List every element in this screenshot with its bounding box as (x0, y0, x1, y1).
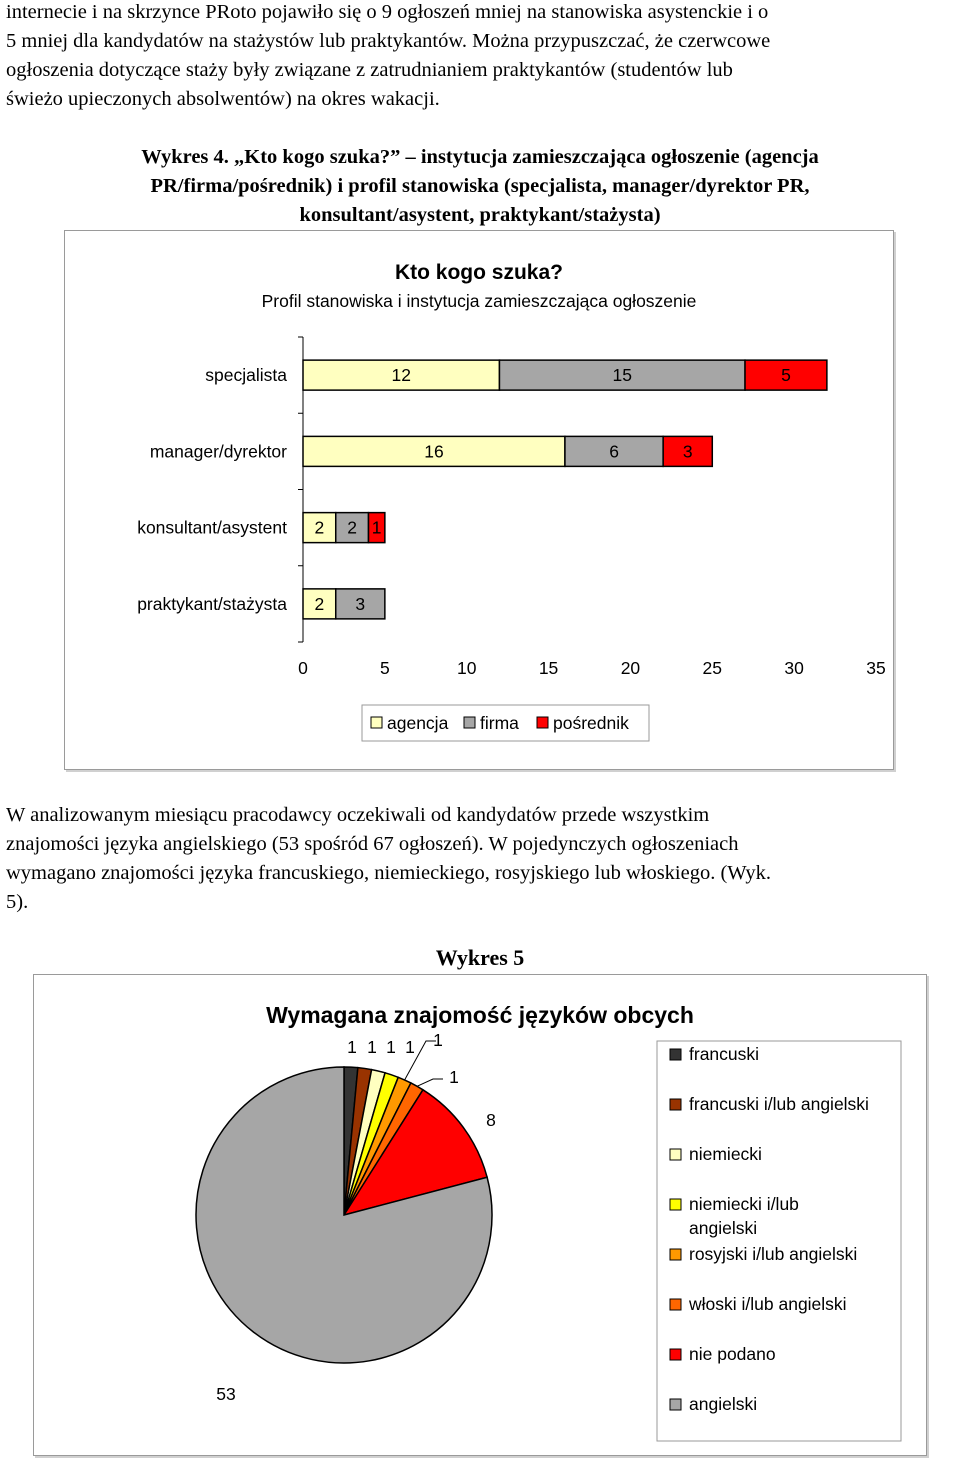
text-line: W analizowanym miesiącu pracodawcy oczekiwali od kandydatów przede wszystkim (6, 804, 710, 826)
legend-swatch (670, 1049, 681, 1060)
data-label: 1 (386, 1037, 396, 1057)
text-line: 5). (6, 891, 29, 913)
figure-4-caption (40, 143, 920, 230)
text-line: ogłoszenia dotyczące staży były związane z zatrudnianiem praktykantów (studentów lub (6, 59, 733, 81)
x-tick-label: 15 (538, 658, 559, 678)
data-label: 3 (355, 593, 366, 614)
data-label: 12 (391, 365, 411, 386)
legend-label: francuski (689, 1044, 760, 1064)
intro-paragraph (6, 0, 956, 114)
pie-chart-svg (34, 975, 926, 1455)
x-tick-label: 30 (784, 658, 804, 678)
chart-title: Wymagana znajomość języków obcych (266, 1002, 694, 1028)
legend-label: nie podano (689, 1344, 776, 1364)
caption-line: Wykres 4. „Kto kogo szuka?” – instytucja zamieszczająca ogłoszenie (agencja (141, 146, 819, 168)
legend (657, 1041, 901, 1441)
x-tick-label: 0 (298, 658, 308, 678)
x-tick-label: 20 (620, 658, 641, 678)
legend-label: francuski i/lub angielski (689, 1094, 869, 1114)
legend-label: firma (480, 713, 519, 733)
data-label: 6 (609, 441, 619, 462)
category-label: specjalista (205, 365, 287, 386)
legend-label: agencja (387, 713, 449, 733)
data-label: 2 (314, 593, 325, 614)
legend-swatch (670, 1349, 681, 1360)
category-label: praktykant/stażysta (137, 593, 287, 614)
data-label: 1 (405, 1037, 415, 1057)
legend-swatch (670, 1099, 681, 1110)
legend-label: angielski (689, 1394, 758, 1414)
language-paragraph (6, 801, 956, 917)
data-label: 16 (424, 441, 444, 462)
data-label: 2 (314, 517, 325, 538)
leader-line (417, 1079, 443, 1086)
category-label: manager/dyrektor (149, 441, 287, 462)
data-label: 1 (371, 517, 382, 538)
legend-swatch (670, 1199, 681, 1210)
chart-subtitle: Profil stanowiska i instytucja zamieszczająca ogłoszenie (261, 291, 697, 311)
data-label: 2 (347, 517, 357, 538)
data-label: 1 (367, 1037, 377, 1057)
data-label: 5 (781, 365, 791, 386)
legend-label: rosyjski i/lub angielski (689, 1244, 858, 1264)
caption-line: konsultant/asystent, praktykant/stażysta) (299, 204, 661, 226)
legend-swatch (670, 1249, 681, 1260)
figure-5-caption: Wykres 5 (435, 945, 525, 970)
legend-swatch (670, 1399, 681, 1410)
x-tick-label: 10 (456, 658, 477, 678)
legend-swatch (670, 1299, 681, 1310)
x-tick-label: 35 (866, 658, 886, 678)
legend-label: pośrednik (553, 713, 629, 733)
x-tick-label: 25 (702, 658, 723, 678)
legend-swatch (371, 717, 382, 728)
legend-swatch (670, 1149, 681, 1160)
category-label: konsultant/asystent (137, 517, 287, 538)
legend-label: niemiecki i/lub (689, 1194, 799, 1214)
legend (362, 705, 649, 741)
data-label: 1 (347, 1037, 357, 1057)
text-line: świeżo upieczonych absolwentów) na okres wakacji. (6, 88, 440, 110)
legend-label: niemiecki (689, 1144, 762, 1164)
data-label: 1 (433, 1030, 443, 1050)
pie-chart (33, 974, 927, 1456)
chart-title: Kto kogo szuka? (394, 261, 564, 284)
data-label: 3 (682, 441, 693, 462)
text-line: znajomości języka angielskiego (53 spośród 67 ogłoszeń). W pojedynczych ogłoszeniach (6, 833, 739, 855)
text-line: wymagano znajomości języka francuskiego, niemieckiego, rosyjskiego lub włoskiego. (Wyk. (6, 862, 772, 884)
text-line: internecie i na skrzynce PRoto pojawiło się o 9 ogłoszeń mniej na stanowiska asystenckie i o (6, 1, 769, 23)
caption-line: PR/firma/pośrednik) i profil stanowiska (specjalista, manager/dyrektor PR, (150, 175, 810, 197)
data-label: 53 (216, 1384, 236, 1404)
data-label: 15 (612, 365, 632, 386)
bar-chart-svg (65, 231, 893, 769)
x-tick-label: 5 (379, 658, 390, 678)
legend-swatch (464, 717, 475, 728)
legend-swatch (537, 717, 548, 728)
data-label: 8 (486, 1110, 496, 1130)
text-line: 5 mniej dla kandydatów na stażystów lub praktykantów. Można przypuszczać, że czerwcowe (6, 30, 771, 52)
data-label: 1 (449, 1067, 459, 1087)
legend-label: włoski i/lub angielski (689, 1294, 847, 1314)
stacked-bar-chart (64, 230, 894, 770)
legend-label: angielski (689, 1218, 758, 1238)
